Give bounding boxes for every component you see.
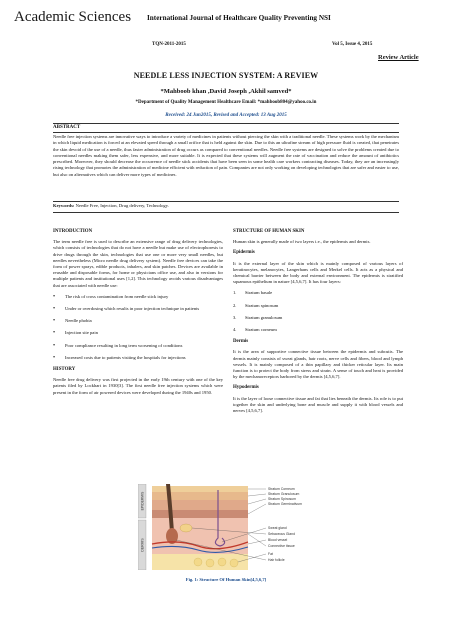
keywords: [53, 203, 399, 208]
right-column: [233, 229, 403, 419]
keywords-label: Keywords:: [53, 203, 75, 208]
affiliation: *Department of Quality Management Healthcare Email: *mahboob804@yahoo.co.in: [135, 100, 317, 105]
journal-name: International Journal of Healthcare Quality Preventing NSI: [147, 14, 331, 22]
dermis-heading: Dermis: [233, 339, 249, 345]
sebaceous-gland: [180, 524, 192, 532]
abstract-bottom-rule: [53, 201, 399, 202]
epidermis-paragraph: It is the external layer of the skin which is mainly composed of various layers of keratinocytes, melanocytes, Langerhans cells and Merkel cells. It acts as a physical and chemical barrier between the body and external environment. The epidermis is stratified squamous epithelium in nature [4,5,6,7]. It has four layers:: [233, 260, 403, 285]
bullet-icon: •: [53, 306, 56, 313]
list-item: • Injection site pain: [53, 330, 98, 337]
bullet-icon: •: [53, 293, 56, 300]
bullet-icon: •: [53, 318, 56, 325]
label-sebaceous-gland: Sebaceous Gland: [268, 532, 295, 536]
abstract-top-rule: [53, 123, 399, 124]
label-stratum-granulosum: Stratum Granulosum: [268, 492, 300, 496]
bullet-icon: •: [53, 342, 56, 349]
label-stratum-corneum: Stratum Corneum: [268, 487, 295, 491]
publisher-name: Academic Sciences: [14, 9, 132, 25]
hypodermis-paragraph: It is the layer of loose connective tissue and fat that lies beneath the dermis. Its role is to put together the skin and underlying bone and muscle and supply it with blood vessels and nerves [4,5,6,7].: [233, 395, 403, 414]
bullet-icon: •: [53, 330, 56, 337]
dermis-paragraph: It is the area of supportive connective tissue between the epidermis and subcutis. The dermis mainly consists of sweat glands, hair roots, nerve cells and fibers, blood and lymph vessels. It is mainly composed of a thin papillary and thicker reticular layer. Its main function is to protect the body from stress and strain. A sense of touch and heat is provided by the mechanoreceptors harbored by the dermis [4,5,6,7].: [233, 349, 403, 380]
list-item: 1. Stratum basale: [233, 290, 273, 296]
list-item: • Increased costs due to patients visiting the hospitals for injections: [53, 354, 186, 361]
skin-paragraph: Human skin is generally made of two layers i.e., the epidermis and dermis.: [233, 239, 371, 245]
list-item: 4. Stratum corneum: [233, 327, 277, 333]
label-connective-tissue: Connective tissue: [268, 544, 295, 548]
dermis-side-label: DERMIS: [140, 538, 145, 552]
list-item: • Under or overdosing which results in poor injection technique in patients: [53, 306, 200, 313]
received-dates: Received: 24 Jun2015, Revised and Accepted: 13 Aug 2015: [165, 113, 287, 118]
left-column: [53, 229, 223, 401]
granulosum-layer: [152, 492, 248, 500]
list-item: 3. Stratum granulosum: [233, 314, 283, 320]
label-fat: Fat: [268, 552, 273, 556]
label-stratum-spinosum: Stratum Spinosum: [268, 497, 296, 501]
article-title: NEEDLE LESS INJECTION SYSTEM: A REVIEW: [133, 71, 319, 80]
authors: *Mahboob khan ,David Joseph ,Akhil samved*: [160, 88, 292, 95]
keywords-text: Needle Free, Injection, Drug delivery, Technology.: [75, 203, 169, 208]
hypodermis-heading: Hypodermis: [233, 385, 259, 391]
bullet-icon: •: [53, 354, 56, 361]
abstract-heading-rule: [53, 132, 399, 133]
abstract-heading: ABSTRACT: [53, 125, 81, 130]
list-item: • The risk of cross contamination from needle stick injury: [53, 293, 169, 300]
label-hair-follicle: Hair follicle: [268, 558, 285, 562]
label-blood-vessel: Blood vessel: [268, 538, 288, 542]
skin-illustration: [152, 484, 248, 570]
label-sweat-gland: Sweat gland: [268, 526, 287, 530]
spinosum-layer: [152, 500, 248, 510]
label-stratum-germinativum: Stratum Germinativum: [268, 502, 302, 506]
epidermis-side-label: EPIDERMIS: [140, 491, 145, 511]
intro-paragraph: The term needle free is used to describe an extensive range of drug delivery technologies, which consists of technologies that do not have a needle but make use of electrophoresis to drive drugs through the skin, technologies that use one or more very small needles, but needles nevertheless (Micro needle drug delivery system). Needle free devices can take the form of power sprays, edible products, inhalers, and skin patches. Devices are available in reusable and disposable forms, for home or physicians office use, and also in versions for multiple patients and institutional uses [1,2]. This technology avoids various disadvantages that are associated with needle use:: [53, 239, 223, 288]
figure-caption: Fig. 1: Structure Of Human Skin[4,5,6,7]: [185, 577, 267, 582]
keywords-rule: [53, 212, 399, 213]
history-paragraph: Needle free drug delivery was first projected in the early 19th century with one of the key patents filed by Lockhart in 1930[3]. The first needle free injection systems which were present in the form of air powered devices were developed during the 1940s and 1950.: [53, 377, 223, 395]
abstract-text: Needle free injection systems are innovative ways to introduce a variety of medicines in patients without piercing the skin with a traditional needle. These systems work by the mechanism in which liquid medication is forced at an elevated speed through a small orifice that is held against the skin. Due to this an ultrafine stream of high pressure fluid is created, that penetrates the skin devoid of the use of a needle, thus faster administration of drug occurs as compared to conventional needles. Needle free systems are designed to solve the problems created due to conventional needles making them safer, less expensive, and more suitable. It is expected that these systems will augment the rate of vaccination and reduce the amount of antibiotics prescribed. Moreover, they should decrease the occurrence of needle stick accidents that have been seen in some health care workers contracting diseases. Today, they are an increasingly rising technology that promotes the administration of medicine efficient with reduction of pain. Companies are not only working on developing technologies that are safer and easier to use, but also on alternatives which can deliver more types of medicines.: [53, 134, 399, 177]
list-item: 2. Stratum spinosum: [233, 302, 279, 308]
volume-issue: Vol 5, Issue 4, 2015: [332, 42, 373, 47]
germinativum-layer: [152, 510, 248, 518]
skin-structure-figure: [138, 484, 320, 570]
intro-heading: INTRODUCTION: [53, 229, 93, 234]
history-heading: HISTORY: [53, 367, 76, 373]
list-item: • Needle phobia: [53, 318, 92, 325]
skin-heading: STRUCTURE OF HUMAN SKIN: [233, 229, 305, 234]
article-type: Review Article: [378, 54, 419, 61]
epidermis-heading: Epidermis: [233, 250, 255, 256]
list-item: • Poor compliance resulting in long term worsening of conditions: [53, 342, 183, 349]
issn: TQN-2011-2015: [152, 42, 186, 47]
